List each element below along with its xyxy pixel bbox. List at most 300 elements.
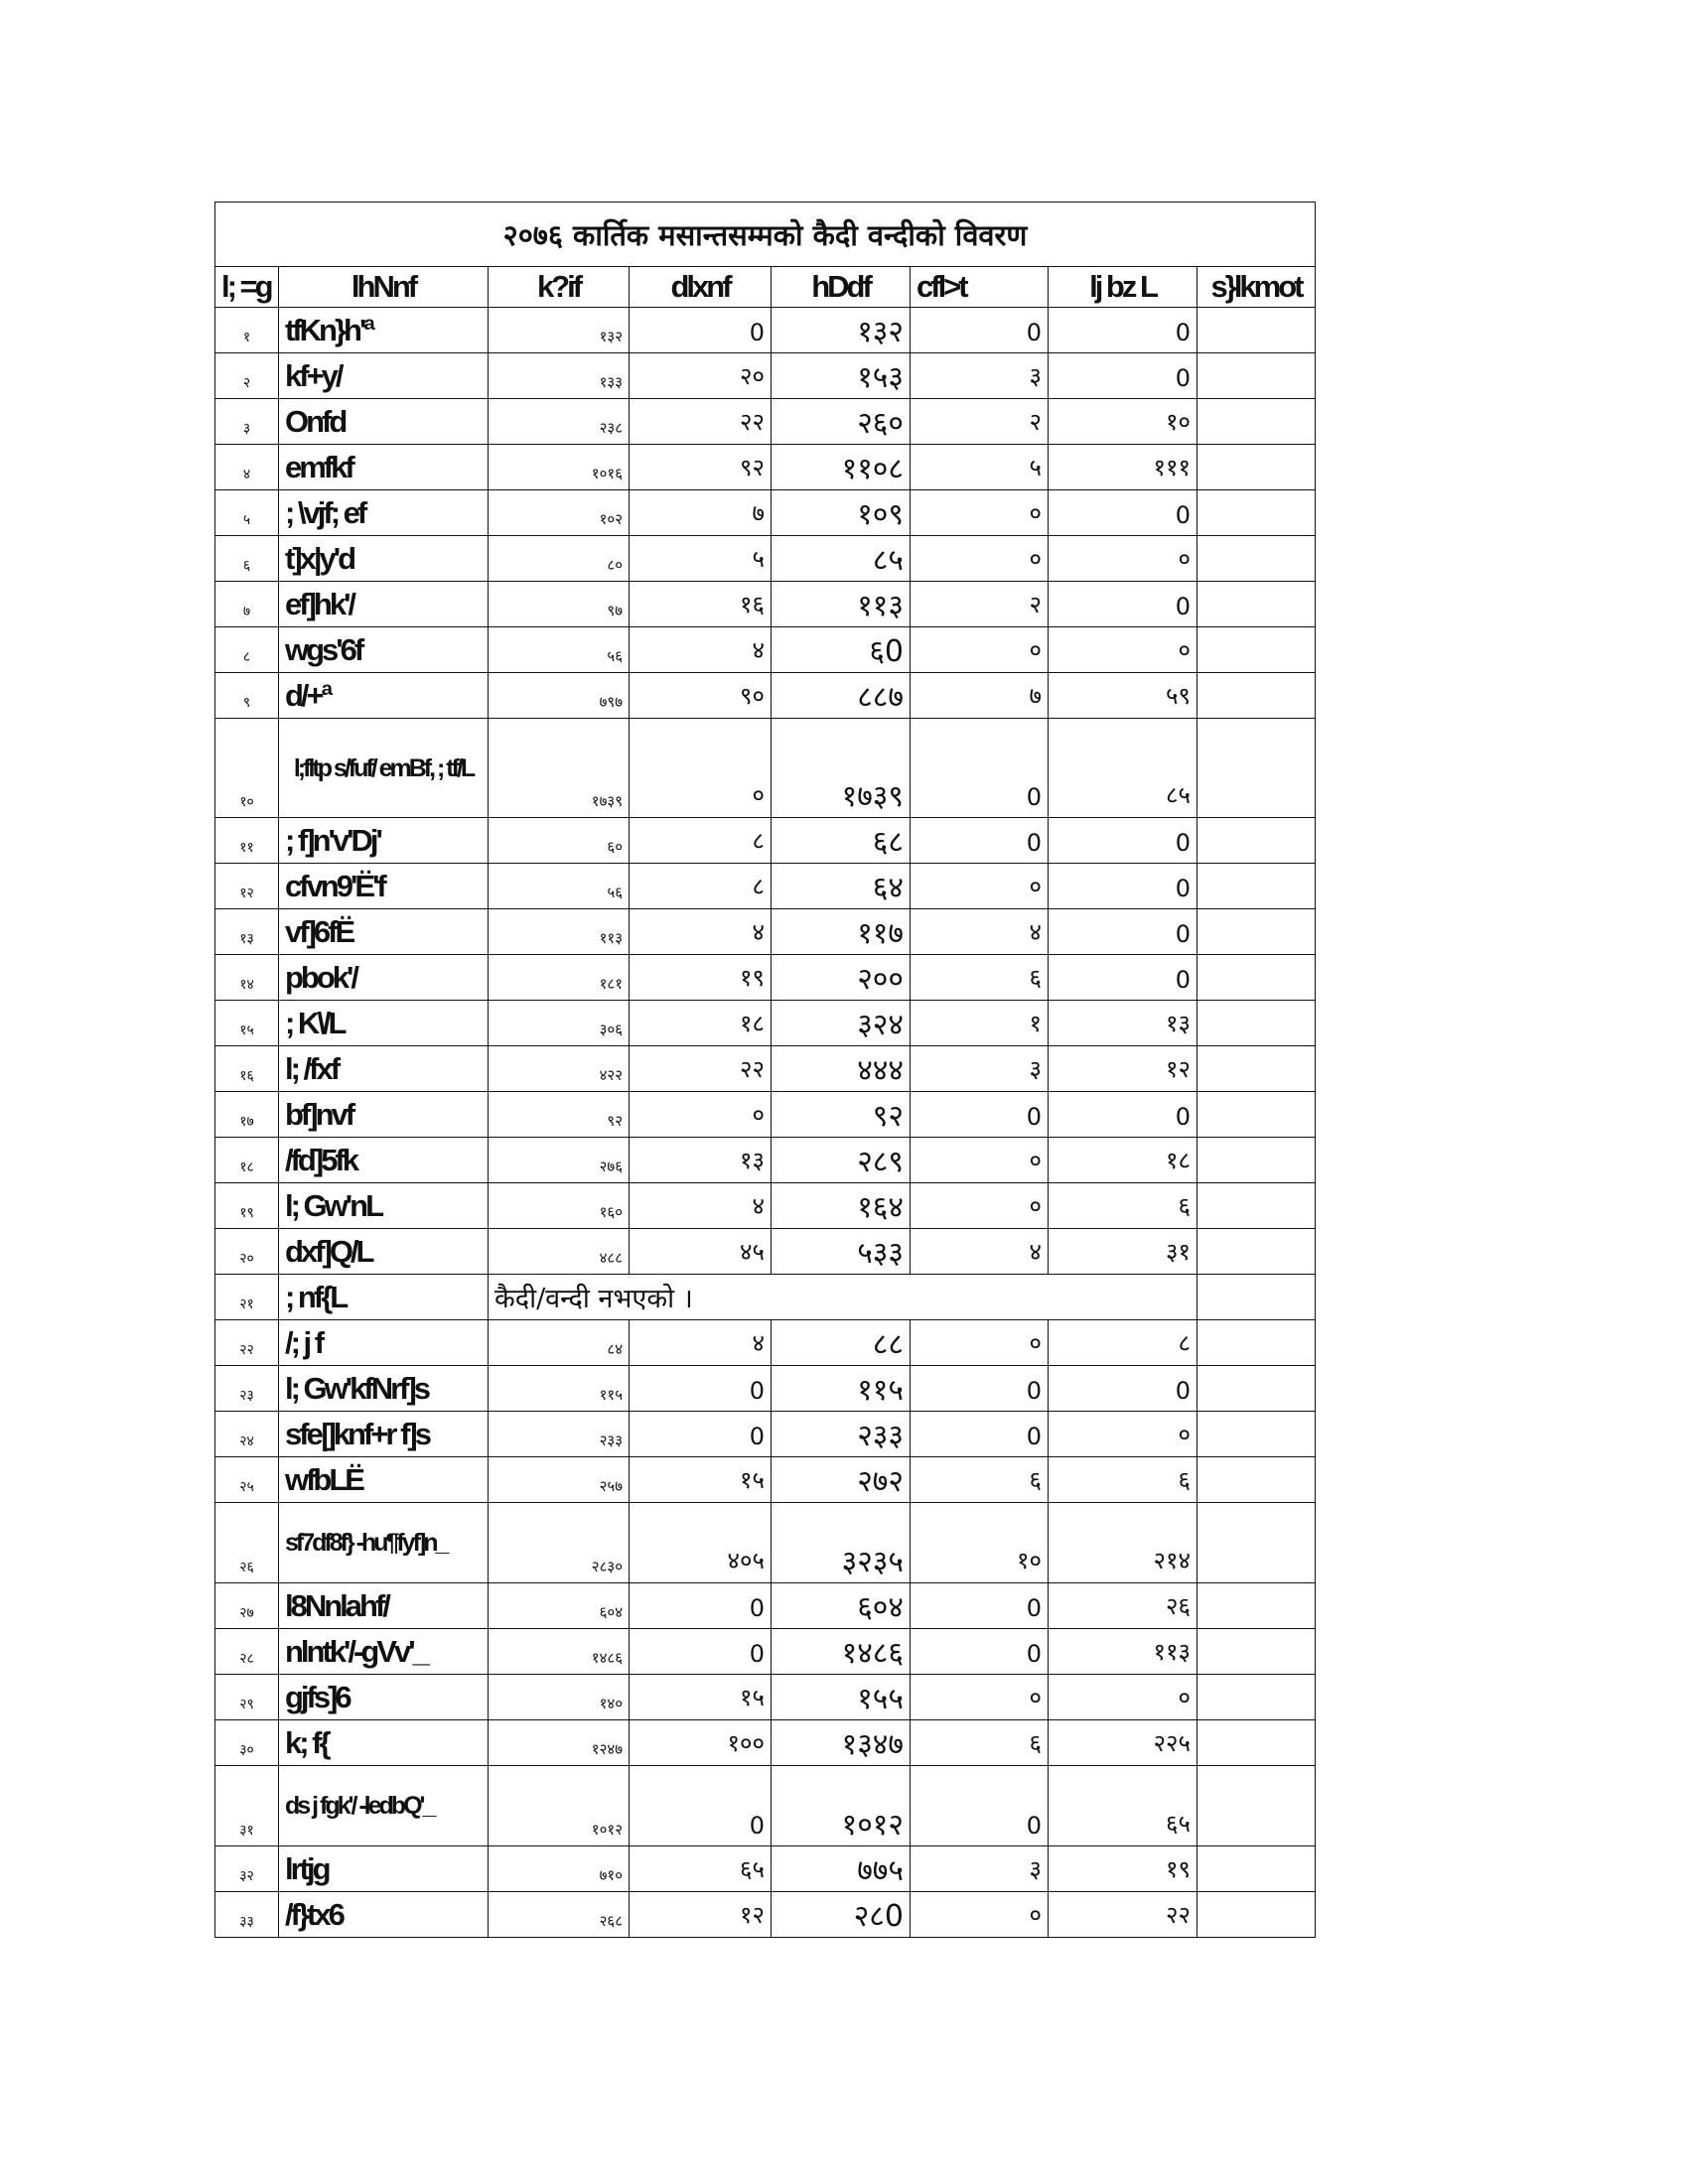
female-cell: ९० xyxy=(630,673,772,719)
total-cell: ५३३ xyxy=(772,1229,911,1275)
male-cell: १८१ xyxy=(489,955,630,1001)
table-row xyxy=(215,673,1316,719)
district-cell: Onfd xyxy=(279,399,489,445)
male-cell: २३८ xyxy=(489,399,630,445)
male-cell: १६० xyxy=(489,1183,630,1229)
table-row xyxy=(215,1001,1316,1046)
col-header-remarks: s}lkmot xyxy=(1197,267,1316,308)
foreign-cell: १२ xyxy=(1049,1046,1197,1092)
female-cell: 0 xyxy=(630,1629,772,1675)
column-header-row xyxy=(215,267,1316,308)
remarks-cell xyxy=(1197,1138,1316,1183)
district-cell: l8Nnlahf/ xyxy=(279,1583,489,1629)
district-cell: bf]nvf xyxy=(279,1092,489,1138)
total-cell: २६० xyxy=(772,399,911,445)
table-row xyxy=(215,1366,1316,1412)
serial-cell: २७ xyxy=(215,1583,279,1629)
col-header-total: hDdf xyxy=(772,267,911,308)
table-row xyxy=(215,1457,1316,1503)
foreign-cell: १११ xyxy=(1049,445,1197,490)
male-cell: २६८ xyxy=(489,1892,630,1938)
table-row xyxy=(215,1092,1316,1138)
female-cell: २२ xyxy=(630,1046,772,1092)
male-cell: २८३० xyxy=(489,1503,630,1583)
district-cell: ef]hk'/ xyxy=(279,582,489,627)
dependent-cell: ० xyxy=(911,864,1049,909)
female-cell: ४ xyxy=(630,909,772,955)
serial-cell: २५ xyxy=(215,1457,279,1503)
total-cell: ११५ xyxy=(772,1366,911,1412)
table-row xyxy=(215,582,1316,627)
remarks-cell xyxy=(1197,1229,1316,1275)
district-cell: gjfs]6 xyxy=(279,1675,489,1720)
total-cell: ३२३५ xyxy=(772,1503,911,1583)
col-header-serial: l; =g xyxy=(215,267,279,308)
male-cell: ७१० xyxy=(489,1846,630,1892)
female-cell: १०० xyxy=(630,1720,772,1766)
serial-cell: १६ xyxy=(215,1046,279,1092)
foreign-cell: २६ xyxy=(1049,1583,1197,1629)
total-cell: ७७५ xyxy=(772,1846,911,1892)
female-cell: १२ xyxy=(630,1892,772,1938)
male-cell: ११५ xyxy=(489,1366,630,1412)
remarks-cell xyxy=(1197,582,1316,627)
dependent-cell: 0 xyxy=(911,308,1049,353)
dependent-cell: २ xyxy=(911,399,1049,445)
remarks-cell xyxy=(1197,1183,1316,1229)
district-cell: l;fltp s/fuf/ emBf, ; tf/L xyxy=(279,719,489,818)
foreign-cell: 0 xyxy=(1049,353,1197,399)
table-row xyxy=(215,490,1316,536)
remarks-cell xyxy=(1197,1503,1316,1583)
district-cell: /f}tx6 xyxy=(279,1892,489,1938)
remarks-cell xyxy=(1197,673,1316,719)
district-cell: l; /fxf xyxy=(279,1046,489,1092)
dependent-cell: 0 xyxy=(911,719,1049,818)
remarks-cell xyxy=(1197,1092,1316,1138)
male-cell: १४० xyxy=(489,1675,630,1720)
female-cell: १५ xyxy=(630,1675,772,1720)
table-row xyxy=(215,1720,1316,1766)
foreign-cell: 0 xyxy=(1049,582,1197,627)
foreign-cell: ८ xyxy=(1049,1320,1197,1366)
serial-cell: १ xyxy=(215,308,279,353)
total-cell: १३२ xyxy=(772,308,911,353)
female-cell: १९ xyxy=(630,955,772,1001)
foreign-cell: ६ xyxy=(1049,1183,1197,1229)
dependent-cell: 0 xyxy=(911,1412,1049,1457)
serial-cell: १२ xyxy=(215,864,279,909)
total-cell: २८९ xyxy=(772,1138,911,1183)
remarks-cell xyxy=(1197,490,1316,536)
female-cell: 0 xyxy=(630,308,772,353)
remarks-cell xyxy=(1197,719,1316,818)
serial-cell: ३० xyxy=(215,1720,279,1766)
foreign-cell: १८ xyxy=(1049,1138,1197,1183)
dependent-cell: ४ xyxy=(911,909,1049,955)
total-cell: ११३ xyxy=(772,582,911,627)
dependent-cell: २ xyxy=(911,582,1049,627)
male-cell: ३०६ xyxy=(489,1001,630,1046)
table-row xyxy=(215,1138,1316,1183)
male-cell: ९२ xyxy=(489,1092,630,1138)
male-cell: ५६ xyxy=(489,627,630,673)
remarks-cell xyxy=(1197,909,1316,955)
district-cell: ; nf{L xyxy=(279,1275,489,1320)
dependent-cell: ० xyxy=(911,1892,1049,1938)
male-cell: ६० xyxy=(489,818,630,864)
table-row xyxy=(215,864,1316,909)
male-cell: १२४७ xyxy=(489,1720,630,1766)
table-row xyxy=(215,909,1316,955)
female-cell: 0 xyxy=(630,1366,772,1412)
table-row xyxy=(215,1846,1316,1892)
foreign-cell: १० xyxy=(1049,399,1197,445)
male-cell: १०१२ xyxy=(489,1766,630,1846)
total-cell: ६४ xyxy=(772,864,911,909)
table-row xyxy=(215,1766,1316,1846)
dependent-cell: ५ xyxy=(911,445,1049,490)
male-cell: २३३ xyxy=(489,1412,630,1457)
dependent-cell: ६ xyxy=(911,1720,1049,1766)
dependent-cell: ० xyxy=(911,1183,1049,1229)
male-cell: ७९७ xyxy=(489,673,630,719)
table-row xyxy=(215,1320,1316,1366)
female-cell: ० xyxy=(630,1092,772,1138)
district-cell: l; Gw'nL xyxy=(279,1183,489,1229)
female-cell: 0 xyxy=(630,1412,772,1457)
total-cell: ६८ xyxy=(772,818,911,864)
foreign-cell: 0 xyxy=(1049,1092,1197,1138)
table-row xyxy=(215,1583,1316,1629)
remarks-cell xyxy=(1197,536,1316,582)
serial-cell: २२ xyxy=(215,1320,279,1366)
district-cell: /; j f xyxy=(279,1320,489,1366)
dependent-cell: 0 xyxy=(911,1766,1049,1846)
female-cell: ६५ xyxy=(630,1846,772,1892)
total-cell: १५३ xyxy=(772,353,911,399)
remarks-cell xyxy=(1197,1412,1316,1457)
female-cell: २२ xyxy=(630,399,772,445)
total-cell: ११७ xyxy=(772,909,911,955)
dependent-cell: 0 xyxy=(911,1092,1049,1138)
district-cell: vf]6fË xyxy=(279,909,489,955)
dependent-cell: ० xyxy=(911,490,1049,536)
male-cell: ६०४ xyxy=(489,1583,630,1629)
female-cell: 0 xyxy=(630,1766,772,1846)
district-cell: wfbLË xyxy=(279,1457,489,1503)
total-cell: ४४४ xyxy=(772,1046,911,1092)
remarks-cell xyxy=(1197,399,1316,445)
foreign-cell: २२ xyxy=(1049,1892,1197,1938)
district-cell: tfKn}h'ª xyxy=(279,308,489,353)
male-cell: १०१६ xyxy=(489,445,630,490)
female-cell: ४५ xyxy=(630,1229,772,1275)
remarks-cell xyxy=(1197,1583,1316,1629)
female-cell: १५ xyxy=(630,1457,772,1503)
serial-cell: २६ xyxy=(215,1503,279,1583)
dependent-cell: ७ xyxy=(911,673,1049,719)
col-header-male: k?if xyxy=(489,267,630,308)
district-cell: emfkf xyxy=(279,445,489,490)
remarks-cell xyxy=(1197,1366,1316,1412)
remarks-cell xyxy=(1197,864,1316,909)
foreign-cell: १३ xyxy=(1049,1001,1197,1046)
dependent-cell: १० xyxy=(911,1503,1049,1583)
dependent-cell: 0 xyxy=(911,818,1049,864)
male-cell: ८४ xyxy=(489,1320,630,1366)
serial-cell: १७ xyxy=(215,1092,279,1138)
remarks-cell xyxy=(1197,353,1316,399)
district-cell: l; Gw'kfNrf]s xyxy=(279,1366,489,1412)
dependent-cell: ० xyxy=(911,536,1049,582)
female-cell: ८ xyxy=(630,864,772,909)
female-cell: ५ xyxy=(630,536,772,582)
district-cell: ds j fgk'/ -ledbQ'_ xyxy=(279,1766,489,1846)
total-cell: ६0 xyxy=(772,627,911,673)
serial-cell: ७ xyxy=(215,582,279,627)
district-cell: k; f{ xyxy=(279,1720,489,1766)
col-header-female: dlxnf xyxy=(630,267,772,308)
foreign-cell: ० xyxy=(1049,1675,1197,1720)
serial-cell: ३३ xyxy=(215,1892,279,1938)
table-row xyxy=(215,1675,1316,1720)
foreign-cell: ६५ xyxy=(1049,1766,1197,1846)
female-cell: २० xyxy=(630,353,772,399)
male-cell: ४८८ xyxy=(489,1229,630,1275)
female-cell: १६ xyxy=(630,582,772,627)
male-cell: २५७ xyxy=(489,1457,630,1503)
serial-cell: ९ xyxy=(215,673,279,719)
total-cell: १३४७ xyxy=(772,1720,911,1766)
dependent-cell: ४ xyxy=(911,1229,1049,1275)
total-cell: १०९ xyxy=(772,490,911,536)
female-cell: १८ xyxy=(630,1001,772,1046)
foreign-cell: 0 xyxy=(1049,955,1197,1001)
remarks-cell xyxy=(1197,1320,1316,1366)
male-cell: ९७ xyxy=(489,582,630,627)
male-cell: २७६ xyxy=(489,1138,630,1183)
foreign-cell: २२५ xyxy=(1049,1720,1197,1766)
serial-cell: २१ xyxy=(215,1275,279,1320)
dependent-cell: ३ xyxy=(911,1046,1049,1092)
remarks-cell xyxy=(1197,1846,1316,1892)
total-cell: ९२ xyxy=(772,1092,911,1138)
district-cell: t]x|y'd xyxy=(279,536,489,582)
foreign-cell: 0 xyxy=(1049,1366,1197,1412)
note-cell: कैदी/वन्दी नभएको । xyxy=(489,1275,1197,1320)
serial-cell: २४ xyxy=(215,1412,279,1457)
female-cell: ९२ xyxy=(630,445,772,490)
table-row xyxy=(215,955,1316,1001)
serial-cell: १४ xyxy=(215,955,279,1001)
serial-cell: १५ xyxy=(215,1001,279,1046)
table-row xyxy=(215,536,1316,582)
total-cell: २८0 xyxy=(772,1892,911,1938)
district-cell: cfvn9'Ë'f xyxy=(279,864,489,909)
serial-cell: १९ xyxy=(215,1183,279,1229)
dependent-cell: ६ xyxy=(911,1457,1049,1503)
serial-cell: ११ xyxy=(215,818,279,864)
male-cell: ५६ xyxy=(489,864,630,909)
dependent-cell: 0 xyxy=(911,1366,1049,1412)
remarks-cell xyxy=(1197,1629,1316,1675)
serial-cell: २९ xyxy=(215,1675,279,1720)
male-cell: १०२ xyxy=(489,490,630,536)
serial-cell: २८ xyxy=(215,1629,279,1675)
serial-cell: ३१ xyxy=(215,1766,279,1846)
male-cell: ८० xyxy=(489,536,630,582)
dependent-cell: ३ xyxy=(911,1846,1049,1892)
remarks-cell xyxy=(1197,627,1316,673)
remarks-cell xyxy=(1197,1001,1316,1046)
serial-cell: १० xyxy=(215,719,279,818)
serial-cell: २ xyxy=(215,353,279,399)
serial-cell: १८ xyxy=(215,1138,279,1183)
total-cell: ३२४ xyxy=(772,1001,911,1046)
total-cell: ८८७ xyxy=(772,673,911,719)
foreign-cell: ११३ xyxy=(1049,1629,1197,1675)
table-row xyxy=(215,445,1316,490)
total-cell: १७३९ xyxy=(772,719,911,818)
table-row xyxy=(215,1629,1316,1675)
foreign-cell: 0 xyxy=(1049,490,1197,536)
serial-cell: ५ xyxy=(215,490,279,536)
remarks-cell xyxy=(1197,1046,1316,1092)
remarks-cell xyxy=(1197,1675,1316,1720)
female-cell: ८ xyxy=(630,818,772,864)
serial-cell: १३ xyxy=(215,909,279,955)
table-title: २०७६ कार्तिक मसान्तसम्मको कैदी वन्दीको विवरण xyxy=(215,203,1316,267)
district-cell: d/+ª xyxy=(279,673,489,719)
table-row xyxy=(215,399,1316,445)
serial-cell: ६ xyxy=(215,536,279,582)
remarks-cell xyxy=(1197,1766,1316,1846)
prisoner-detail-table xyxy=(214,202,1316,1938)
district-cell: sfe|]knf+r f]s xyxy=(279,1412,489,1457)
dependent-cell: ० xyxy=(911,1675,1049,1720)
dependent-cell: १ xyxy=(911,1001,1049,1046)
dependent-cell: ० xyxy=(911,1138,1049,1183)
col-header-dependent: cfl>t xyxy=(911,267,1049,308)
total-cell: १४८६ xyxy=(772,1629,911,1675)
dependent-cell: ६ xyxy=(911,955,1049,1001)
district-cell: ; K\/L xyxy=(279,1001,489,1046)
total-cell: ११०८ xyxy=(772,445,911,490)
dependent-cell: 0 xyxy=(911,1629,1049,1675)
male-cell: १४८६ xyxy=(489,1629,630,1675)
district-cell: ; f]n'v'Dj' xyxy=(279,818,489,864)
remarks-cell xyxy=(1197,1457,1316,1503)
foreign-cell: ५९ xyxy=(1049,673,1197,719)
foreign-cell: ६ xyxy=(1049,1457,1197,1503)
foreign-cell: ८५ xyxy=(1049,719,1197,818)
female-cell: १३ xyxy=(630,1138,772,1183)
remarks-cell xyxy=(1197,818,1316,864)
total-cell: २०० xyxy=(772,955,911,1001)
district-cell: dxf]Q/L xyxy=(279,1229,489,1275)
female-cell: ७ xyxy=(630,490,772,536)
total-cell: १०१२ xyxy=(772,1766,911,1846)
district-cell: kf+y/ xyxy=(279,353,489,399)
foreign-cell: 0 xyxy=(1049,818,1197,864)
table-row xyxy=(215,1275,1316,1320)
total-cell: २३३ xyxy=(772,1412,911,1457)
table-row xyxy=(215,1046,1316,1092)
serial-cell: ३ xyxy=(215,399,279,445)
male-cell: १३२ xyxy=(489,308,630,353)
total-cell: ८८ xyxy=(772,1320,911,1366)
serial-cell: ४ xyxy=(215,445,279,490)
table-row xyxy=(215,1892,1316,1938)
foreign-cell: १९ xyxy=(1049,1846,1197,1892)
female-cell: ० xyxy=(630,719,772,818)
foreign-cell: ० xyxy=(1049,536,1197,582)
dependent-cell: ० xyxy=(911,1320,1049,1366)
district-cell: lrtjg xyxy=(279,1846,489,1892)
remarks-cell xyxy=(1197,1892,1316,1938)
male-cell: ४२२ xyxy=(489,1046,630,1092)
female-cell: ४०५ xyxy=(630,1503,772,1583)
district-cell: pbok'/ xyxy=(279,955,489,1001)
district-cell: ; \vjf; ef xyxy=(279,490,489,536)
district-cell: wgs'6f xyxy=(279,627,489,673)
foreign-cell: २१४ xyxy=(1049,1503,1197,1583)
foreign-cell: 0 xyxy=(1049,864,1197,909)
female-cell: 0 xyxy=(630,1583,772,1629)
serial-cell: २० xyxy=(215,1229,279,1275)
table-row xyxy=(215,627,1316,673)
foreign-cell: ० xyxy=(1049,1412,1197,1457)
total-cell: १६४ xyxy=(772,1183,911,1229)
male-cell: १७३९ xyxy=(489,719,630,818)
table-row xyxy=(215,308,1316,353)
foreign-cell: 0 xyxy=(1049,308,1197,353)
foreign-cell: ० xyxy=(1049,627,1197,673)
dependent-cell: 0 xyxy=(911,1583,1049,1629)
table-row xyxy=(215,1183,1316,1229)
dependent-cell: ० xyxy=(911,627,1049,673)
dependent-cell: ३ xyxy=(911,353,1049,399)
total-cell: २७२ xyxy=(772,1457,911,1503)
total-cell: ८५ xyxy=(772,536,911,582)
serial-cell: ३२ xyxy=(215,1846,279,1892)
remarks-cell xyxy=(1197,1720,1316,1766)
female-cell: ४ xyxy=(630,1320,772,1366)
district-cell: sf7df8f} -hu¶fyf]n_ xyxy=(279,1503,489,1583)
foreign-cell: 0 xyxy=(1049,909,1197,955)
table-row xyxy=(215,1229,1316,1275)
col-header-foreign: lj bz L xyxy=(1049,267,1197,308)
remarks-cell xyxy=(1197,1275,1316,1320)
table-row xyxy=(215,818,1316,864)
table-row xyxy=(215,1503,1316,1583)
total-cell: ६०४ xyxy=(772,1583,911,1629)
district-cell: nlntk'/-gVv'_ xyxy=(279,1629,489,1675)
total-cell: १५५ xyxy=(772,1675,911,1720)
remarks-cell xyxy=(1197,308,1316,353)
male-cell: ११३ xyxy=(489,909,630,955)
female-cell: ४ xyxy=(630,1183,772,1229)
table-row xyxy=(215,719,1316,818)
district-cell: /fd]5fk xyxy=(279,1138,489,1183)
table-row xyxy=(215,1412,1316,1457)
col-header-district: lhNnf xyxy=(279,267,489,308)
male-cell: १३३ xyxy=(489,353,630,399)
table-row xyxy=(215,353,1316,399)
female-cell: ४ xyxy=(630,627,772,673)
remarks-cell xyxy=(1197,955,1316,1001)
